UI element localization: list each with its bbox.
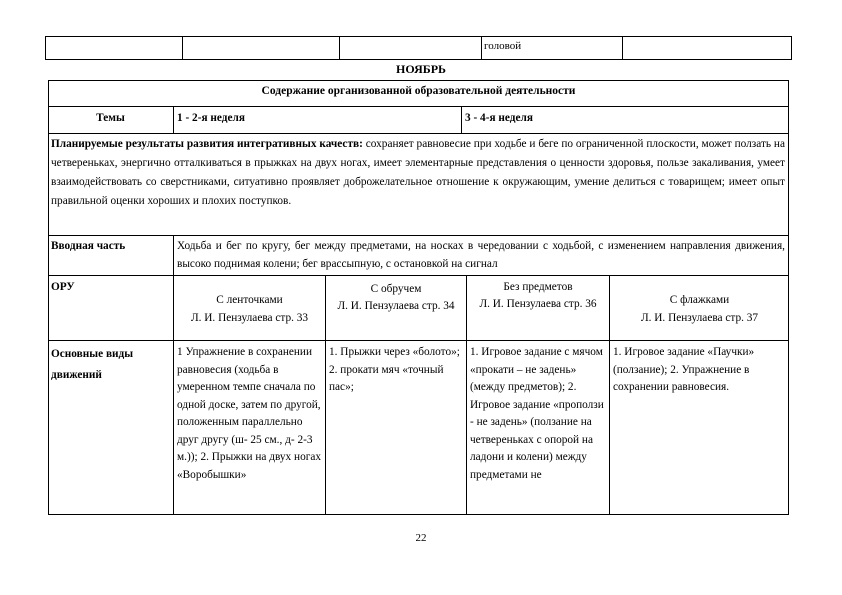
- oru-cell-ref: Л. И. Пензулаева стр. 36: [479, 298, 597, 310]
- oru-cell: [610, 291, 789, 327]
- oru-cell-title: С ленточками: [216, 294, 283, 306]
- themes-label: Темы: [96, 112, 125, 124]
- top-row-divider: [339, 36, 340, 60]
- oru-cell-title: Без предметов: [503, 281, 573, 293]
- row-divider: [48, 106, 789, 107]
- themes-week-3-4: 3 - 4-я неделя: [465, 112, 533, 124]
- main-movements-cell: 1. Игровое задание с мячом «прокати – не задень» (между предметов); 2. Игровое задание «проползи - не задень» (ползание на четвереньках с опорой на ладони и колени) между предметами не: [470, 346, 604, 481]
- top-row: [45, 36, 792, 60]
- oru-cell-title: С флажками: [669, 294, 730, 306]
- oru-label: ОРУ: [51, 281, 75, 293]
- main-movements-cell: 1 Упражнение в сохранении равновесия (ходьба в умеренном темпе сначала по одной доске, затем по другой, положенным параллельно друг другу (ш- 25 см., д- 2-3 м.)); 2. Прыжки на двух ногах «Воробышки»: [177, 346, 322, 481]
- col-divider: [461, 106, 462, 133]
- oru-cell-title: С обручем: [370, 283, 422, 295]
- oru-cell-ref: Л. И. Пензулаева стр. 37: [640, 312, 759, 324]
- top-row-divider: [182, 36, 183, 60]
- themes-week-1-2: 1 - 2-я неделя: [177, 112, 245, 124]
- intro-text: Ходьба и бег по кругу, бег между предметами, на носках в чередовании с ходьбой, с изменением направления движения, высоко поднимая колени; бег врассыпную, с остановкой на сигнал: [177, 240, 785, 270]
- intro-label: Вводная часть: [51, 240, 126, 252]
- page-number: 22: [415, 532, 427, 544]
- planned-results-label: Планируемые результаты развития интегративных качеств:: [51, 138, 363, 150]
- top-row-divider: [622, 36, 623, 60]
- main-movements-cell: 1. Прыжки через «болото»; 2. прокати мяч «точный пас»;: [329, 346, 460, 393]
- oru-cell-ref: Л. И. Пензулаева стр. 34: [337, 300, 455, 312]
- main-movements-cell: 1. Игровое задание «Паучки» (ползание); 2. Упражнение в сохранении равновесия.: [613, 346, 755, 393]
- col-divider: [173, 106, 174, 133]
- top-row-divider: [481, 36, 482, 60]
- row-divider: [48, 340, 789, 341]
- oru-cell: [330, 281, 462, 315]
- oru-cell: [174, 291, 325, 327]
- month-heading: НОЯБРЬ: [396, 62, 446, 76]
- top-row-cell-text: головой: [484, 40, 522, 52]
- row-divider: [48, 133, 789, 134]
- planned-results: [51, 135, 785, 211]
- row-divider: [48, 275, 789, 276]
- planned-results-text: сохраняет равновесие при ходьбе и беге по ограниченной плоскости, может ползать на четвереньках, энергично отталкиваться в прыжках на двух ногах, имеет элементарные представления о ценности здоровья, пользе закаливания, умеет взаимодействовать со сверстниками, ситуативно проявляет доброжелательное отношение к окружающим, умение делиться с товарищем; имеет опыт правильной оценки хороших и плохих поступков.: [51, 138, 785, 207]
- main-movements-label: Основные виды движений: [51, 348, 134, 381]
- row-divider: [48, 235, 789, 236]
- table-header: Содержание организованной образовательной деятельности: [261, 85, 576, 97]
- oru-cell-ref: Л. И. Пензулаева стр. 33: [190, 312, 309, 324]
- oru-cell: [470, 279, 606, 313]
